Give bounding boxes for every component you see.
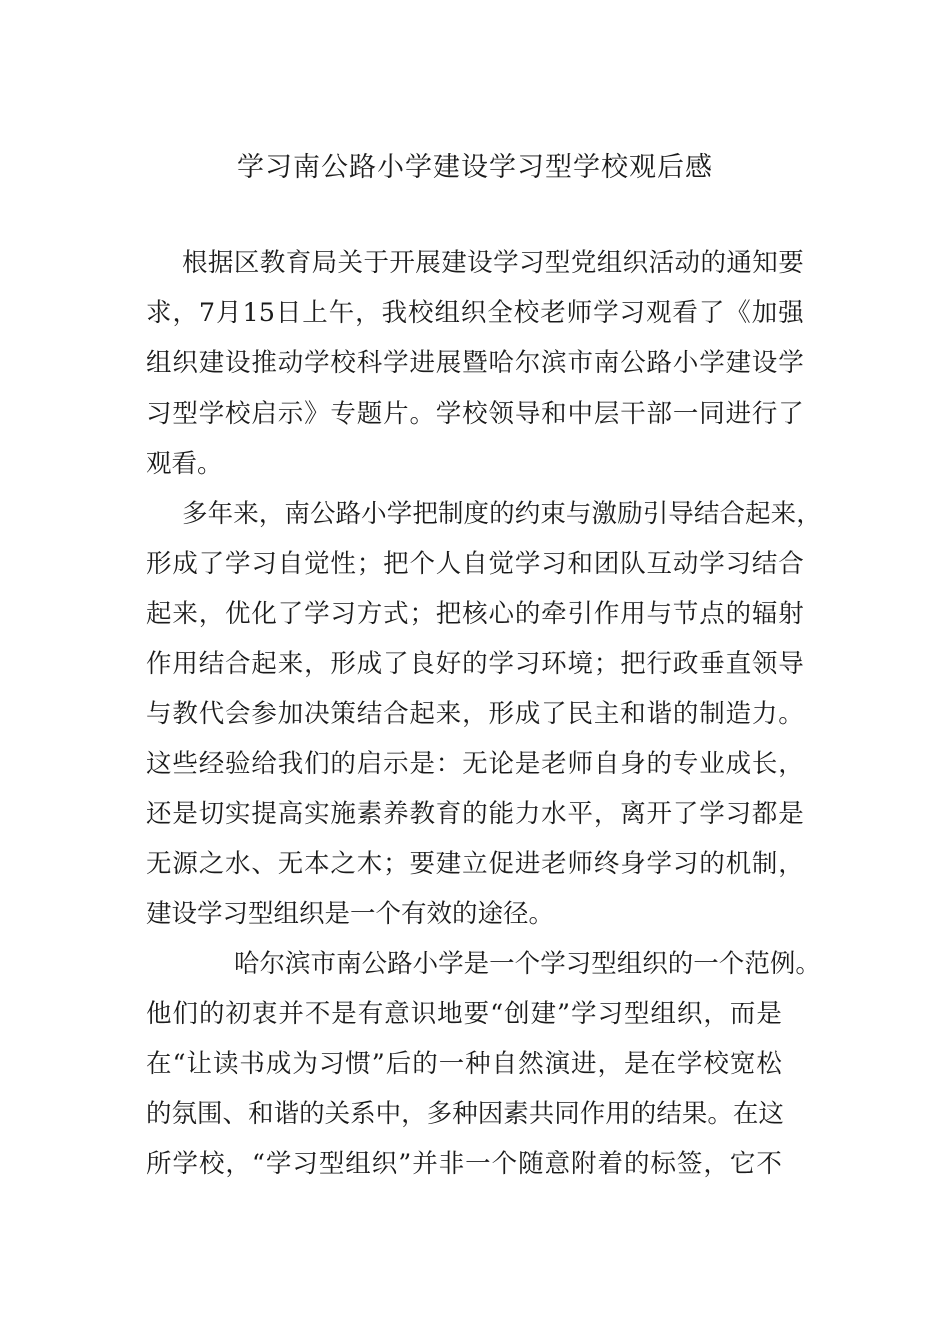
paragraph-2-line-6: 这 些 经 验 给 我 们 的 启 示 是 ： 无 论 是 老 师 自 身 的 专 业 成 长 ， [146,749,804,779]
paragraph-1-line-3: 组 织 建 设 推 动 学 校 科 学 进 展 暨 哈 尔 滨 市 南 公 路 小 学 建 设 学 [146,348,804,378]
paragraph-2-line-9: 建设学习型组织是一个有效的途径。 [146,899,555,929]
paragraph-1-line-1: 根 据 区 教 育 局 关 于 开 展 建 设 学 习 型 党 组 织 活 动 的 通 知 要 [182,248,804,278]
paragraph-2-line-1: 多 年 来 ， 南 公 路 小 学 把 制 度 的 约 束 与 激 励 引 导 结 合 起 来 ， [182,499,822,529]
paragraph-1-line-2: 求 ， 7 月 15 日 上 午 ， 我 校 组 织 全 校 老 师 学 习 观 看 了 《 加 强 [146,298,804,328]
document-title: 学习南公路小学建设学习型学校观后感 [237,152,713,183]
paragraph-3-line-5: 所 学 校 ， “ 学 习 型 组 织 ” 并 非 一 个 随 意 附 着 的 标 签 ， 它 不 [146,1149,782,1179]
paragraph-1-line-4: 习 型 学 校 启 示 》 专 题 片 。 学 校 领 导 和 中 层 干 部 一 同 进 行 了 [146,399,804,429]
paragraph-3-line-3: 在 “ 让 读 书 成 为 习 惯 ” 后 的 一 种 自 然 演 进 ， 是 在 学 校 宽 松 [146,1049,782,1079]
paragraph-2-line-5: 与 教 代 会 参 加 决 策 结 合 起 来 ， 形 成 了 民 主 和 谐 的 制 造 力 。 [146,699,804,729]
paragraph-2-line-8: 无 源 之 水 、 无 本 之 木 ； 要 建 立 促 进 老 师 终 身 学 习 的 机 制 ， [146,849,804,879]
paragraph-2-line-2: 形 成 了 学 习 自 觉 性 ； 把 个 人 自 觉 学 习 和 团 队 互 动 学 习 结 合 [146,549,804,579]
paragraph-2-line-3: 起 来 ， 优 化 了 学 习 方 式 ； 把 核 心 的 牵 引 作 用 与 节 点 的 辐 射 [146,599,804,629]
paragraph-3-line-4: 的 氛 围 、 和 谐 的 关 系 中 ， 多 种 因 素 共 同 作 用 的 结 果 。 在 这 [146,1099,784,1129]
paragraph-2-line-4: 作 用 结 合 起 来 ， 形 成 了 良 好 的 学 习 环 境 ； 把 行 政 垂 直 领 导 [146,649,804,679]
paragraph-1-line-5: 观看。 [146,449,223,479]
paragraph-2-line-7: 还 是 切 实 提 高 实 施 素 养 教 育 的 能 力 水 平 ， 离 开 了 学 习 都 是 [146,799,804,829]
paragraph-3-line-1: 哈 尔 滨 市 南 公 路 小 学 是 一 个 学 习 型 组 织 的 一 个 范 例 。 [234,949,821,979]
paragraph-3-line-2: 他 们 的 初 衷 并 不 是 有 意 识 地 要 “ 创 建 ” 学 习 型 组 织 ， 而 是 [146,999,782,1029]
